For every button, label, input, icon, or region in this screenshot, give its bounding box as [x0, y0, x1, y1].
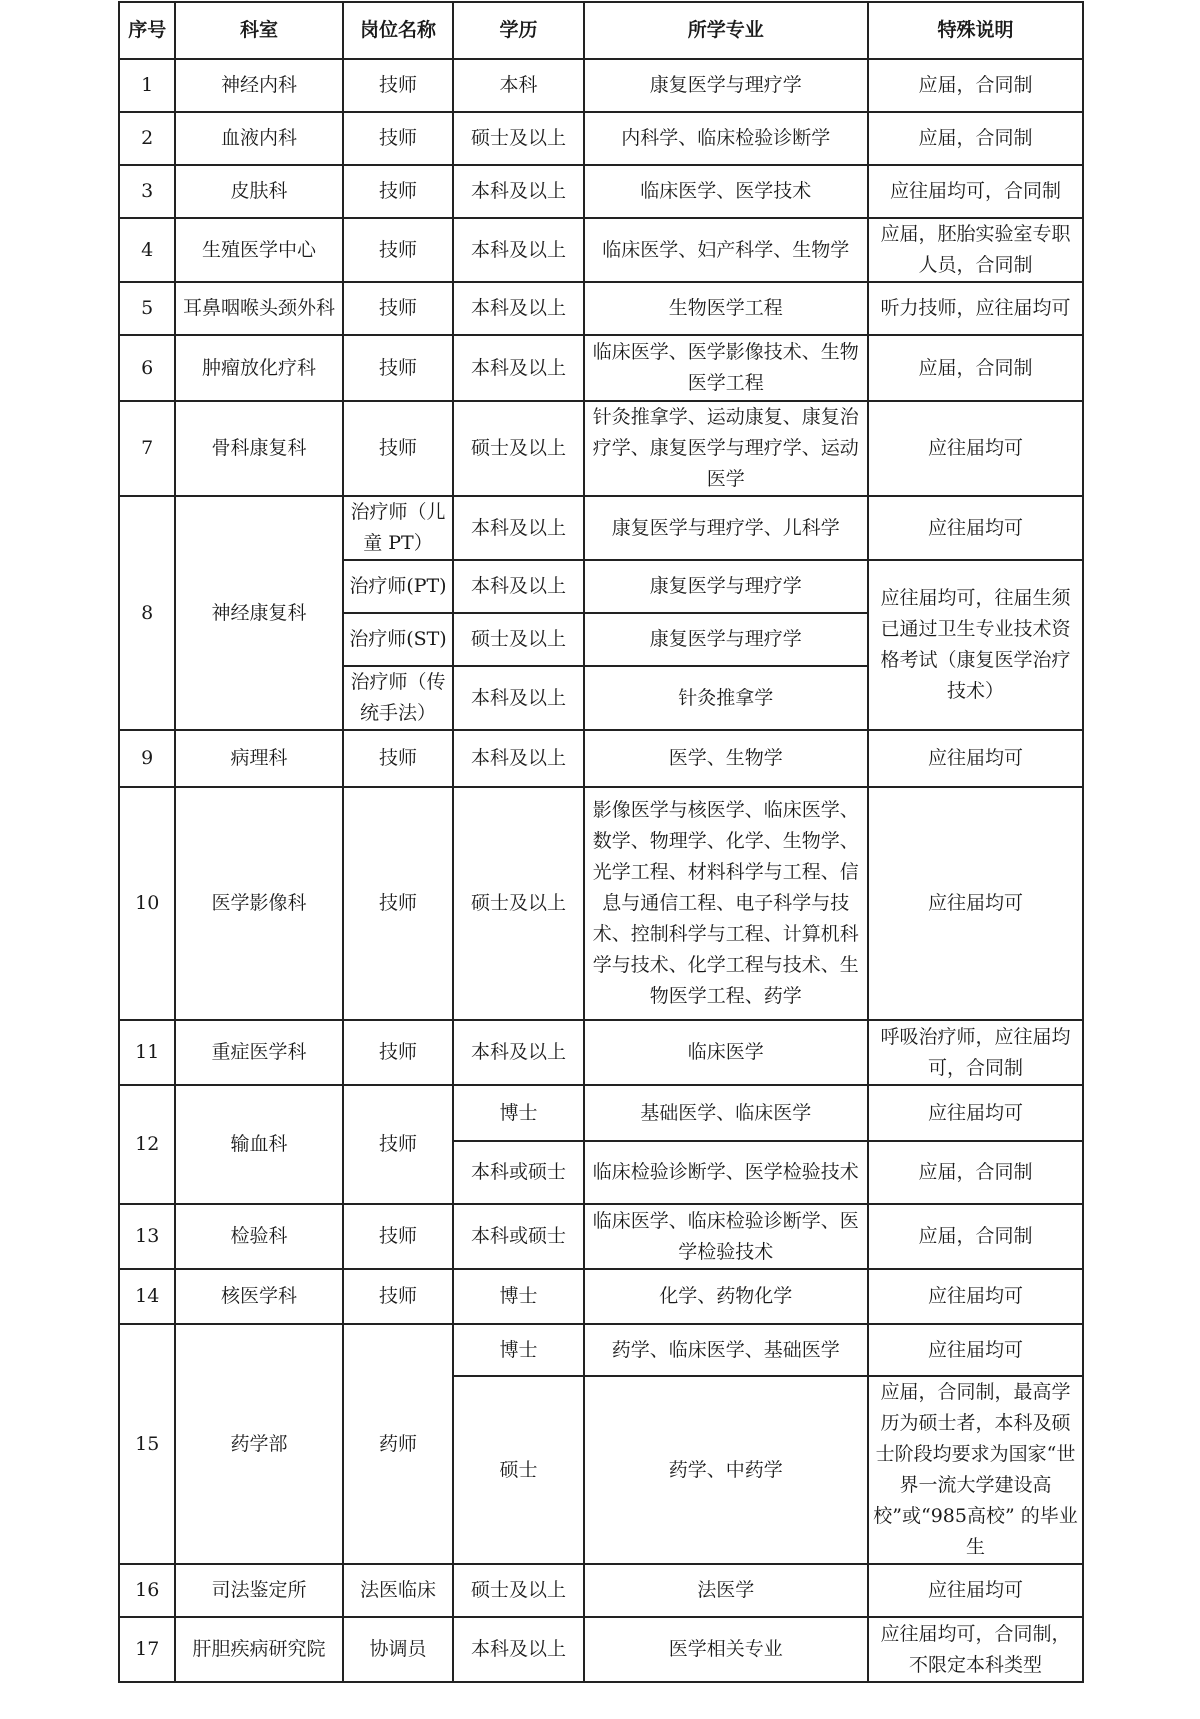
cell-dept: 司法鉴定所 — [175, 1564, 342, 1617]
cell-dept: 医学影像科 — [175, 787, 342, 1020]
cell-post: 技师 — [343, 1020, 454, 1085]
cell-no: 10 — [119, 787, 175, 1020]
cell-major: 康复医学与理疗学 — [584, 613, 868, 666]
table-row — [119, 112, 1083, 165]
cell-no: 8 — [119, 496, 175, 730]
table-row — [119, 1617, 1083, 1682]
cell-major: 医学、生物学 — [584, 730, 868, 787]
cell-post: 技师 — [343, 335, 454, 401]
cell-post: 技师 — [343, 1085, 454, 1204]
cell-note: 应往届均可 — [868, 1085, 1083, 1141]
cell-edu: 本科或硕士 — [453, 1141, 583, 1204]
cell-major: 法医学 — [584, 1564, 868, 1617]
cell-major: 医学相关专业 — [584, 1617, 868, 1682]
cell-edu: 硕士及以上 — [453, 401, 583, 496]
cell-edu: 硕士及以上 — [453, 112, 583, 165]
cell-major: 康复医学与理疗学 — [584, 560, 868, 613]
cell-no: 14 — [119, 1269, 175, 1324]
cell-post: 技师 — [343, 730, 454, 787]
cell-post: 治疗师（传统手法） — [343, 666, 454, 730]
table-row — [119, 787, 1083, 1020]
cell-major: 影像医学与核医学、临床医学、数学、物理学、化学、生物学、光学工程、材料科学与工程、信息与通信工程、电子科学与技术、控制科学与工程、计算机科学与技术、化学工程与技术、生物医学工程、药学 — [584, 787, 868, 1020]
cell-major: 临床医学、临床检验诊断学、医学检验技术 — [584, 1204, 868, 1269]
cell-edu: 本科及以上 — [453, 560, 583, 613]
cell-no: 4 — [119, 218, 175, 282]
table-row — [119, 59, 1083, 112]
cell-edu: 博士 — [453, 1324, 583, 1376]
cell-dept: 神经内科 — [175, 59, 342, 112]
cell-post: 技师 — [343, 218, 454, 282]
cell-note: 应届，合同制，最高学历为硕士者，本科及硕士阶段均要求为国家“世界一流大学建设高校”或“985高校” 的毕业生 — [868, 1376, 1083, 1564]
cell-note: 应往届均可 — [868, 496, 1083, 560]
cell-no: 3 — [119, 165, 175, 218]
cell-post: 技师 — [343, 1204, 454, 1269]
cell-note: 应往届均可 — [868, 1564, 1083, 1617]
cell-dept: 肝胆疾病研究院 — [175, 1617, 342, 1682]
cell-note: 应届，合同制 — [868, 1141, 1083, 1204]
cell-no: 1 — [119, 59, 175, 112]
cell-no: 13 — [119, 1204, 175, 1269]
cell-edu: 本科及以上 — [453, 335, 583, 401]
cell-major: 临床医学、医学技术 — [584, 165, 868, 218]
cell-note: 应往届均可，合同制，不限定本科类型 — [868, 1617, 1083, 1682]
cell-dept: 病理科 — [175, 730, 342, 787]
cell-post: 治疗师（儿童 PT） — [343, 496, 454, 560]
cell-post: 法医临床 — [343, 1564, 454, 1617]
cell-major: 化学、药物化学 — [584, 1269, 868, 1324]
cell-major: 针灸推拿学 — [584, 666, 868, 730]
cell-edu: 本科及以上 — [453, 496, 583, 560]
cell-no: 11 — [119, 1020, 175, 1085]
cell-major: 药学、中药学 — [584, 1376, 868, 1564]
cell-note: 应届，合同制 — [868, 112, 1083, 165]
cell-major: 康复医学与理疗学、儿科学 — [584, 496, 868, 560]
table-row — [119, 1085, 1083, 1141]
cell-no: 6 — [119, 335, 175, 401]
cell-note: 应往届均可 — [868, 1269, 1083, 1324]
table-row — [119, 282, 1083, 335]
cell-edu: 本科及以上 — [453, 282, 583, 335]
table-row — [119, 1204, 1083, 1269]
cell-post: 技师 — [343, 59, 454, 112]
table-row — [119, 165, 1083, 218]
cell-post: 药师 — [343, 1324, 454, 1564]
cell-no: 16 — [119, 1564, 175, 1617]
cell-no: 17 — [119, 1617, 175, 1682]
cell-note: 呼吸治疗师，应往届均可，合同制 — [868, 1020, 1083, 1085]
cell-no: 5 — [119, 282, 175, 335]
cell-note: 应届，胚胎实验室专职人员，合同制 — [868, 218, 1083, 282]
cell-edu: 本科及以上 — [453, 218, 583, 282]
cell-note: 应届，合同制 — [868, 59, 1083, 112]
cell-note: 应往届均可 — [868, 787, 1083, 1020]
cell-post: 技师 — [343, 787, 454, 1020]
cell-dept: 检验科 — [175, 1204, 342, 1269]
cell-post: 技师 — [343, 112, 454, 165]
cell-post: 技师 — [343, 165, 454, 218]
cell-post: 技师 — [343, 1269, 454, 1324]
cell-no: 9 — [119, 730, 175, 787]
header-major: 所学专业 — [584, 2, 868, 59]
cell-edu: 本科及以上 — [453, 1617, 583, 1682]
cell-major: 内科学、临床检验诊断学 — [584, 112, 868, 165]
table-row — [119, 1020, 1083, 1085]
table-row — [119, 335, 1083, 401]
cell-no: 15 — [119, 1324, 175, 1564]
cell-no: 7 — [119, 401, 175, 496]
cell-no: 2 — [119, 112, 175, 165]
cell-edu: 硕士及以上 — [453, 1564, 583, 1617]
cell-dept: 重症医学科 — [175, 1020, 342, 1085]
cell-edu: 本科及以上 — [453, 165, 583, 218]
cell-dept: 输血科 — [175, 1085, 342, 1204]
cell-post: 技师 — [343, 282, 454, 335]
cell-note: 应往届均可 — [868, 401, 1083, 496]
cell-major: 针灸推拿学、运动康复、康复治疗学、康复医学与理疗学、运动医学 — [584, 401, 868, 496]
cell-dept: 皮肤科 — [175, 165, 342, 218]
cell-major: 临床医学 — [584, 1020, 868, 1085]
cell-edu: 本科或硕士 — [453, 1204, 583, 1269]
cell-note: 应届，合同制 — [868, 1204, 1083, 1269]
cell-post: 治疗师(PT) — [343, 560, 454, 613]
cell-dept: 耳鼻咽喉头颈外科 — [175, 282, 342, 335]
cell-dept: 药学部 — [175, 1324, 342, 1564]
cell-dept: 神经康复科 — [175, 496, 342, 730]
header-dept: 科室 — [175, 2, 342, 59]
cell-dept: 血液内科 — [175, 112, 342, 165]
cell-edu: 本科及以上 — [453, 1020, 583, 1085]
table-row — [119, 1269, 1083, 1324]
cell-major: 基础医学、临床医学 — [584, 1085, 868, 1141]
cell-major: 康复医学与理疗学 — [584, 59, 868, 112]
header-row — [119, 2, 1083, 59]
header-post: 岗位名称 — [343, 2, 454, 59]
cell-major: 临床医学、妇产科学、生物学 — [584, 218, 868, 282]
cell-dept: 生殖医学中心 — [175, 218, 342, 282]
cell-note: 应往届均可，往届生须已通过卫生专业技术资格考试（康复医学治疗技术） — [868, 560, 1083, 730]
header-edu: 学历 — [453, 2, 583, 59]
cell-note: 应往届均可 — [868, 730, 1083, 787]
cell-dept: 骨科康复科 — [175, 401, 342, 496]
cell-dept: 肿瘤放化疗科 — [175, 335, 342, 401]
header-no: 序号 — [119, 2, 175, 59]
cell-dept: 核医学科 — [175, 1269, 342, 1324]
table-row — [119, 401, 1083, 496]
table-row — [119, 1324, 1083, 1376]
cell-post: 协调员 — [343, 1617, 454, 1682]
cell-edu: 硕士 — [453, 1376, 583, 1564]
recruitment-table — [118, 1, 1084, 1683]
cell-edu: 博士 — [453, 1269, 583, 1324]
cell-major: 药学、临床医学、基础医学 — [584, 1324, 868, 1376]
cell-major: 生物医学工程 — [584, 282, 868, 335]
cell-note: 应往届均可，合同制 — [868, 165, 1083, 218]
cell-note: 应往届均可 — [868, 1324, 1083, 1376]
cell-edu: 硕士及以上 — [453, 613, 583, 666]
cell-major: 临床医学、医学影像技术、生物医学工程 — [584, 335, 868, 401]
table-row — [119, 730, 1083, 787]
cell-post: 治疗师(ST) — [343, 613, 454, 666]
cell-edu: 本科 — [453, 59, 583, 112]
cell-note: 应届，合同制 — [868, 335, 1083, 401]
table-row — [119, 1564, 1083, 1617]
cell-edu: 博士 — [453, 1085, 583, 1141]
table-row — [119, 218, 1083, 282]
cell-major: 临床检验诊断学、医学检验技术 — [584, 1141, 868, 1204]
cell-edu: 本科及以上 — [453, 730, 583, 787]
cell-no: 12 — [119, 1085, 175, 1204]
table-row — [119, 496, 1083, 560]
cell-note: 听力技师，应往届均可 — [868, 282, 1083, 335]
cell-edu: 本科及以上 — [453, 666, 583, 730]
cell-edu: 硕士及以上 — [453, 787, 583, 1020]
header-note: 特殊说明 — [868, 2, 1083, 59]
cell-post: 技师 — [343, 401, 454, 496]
